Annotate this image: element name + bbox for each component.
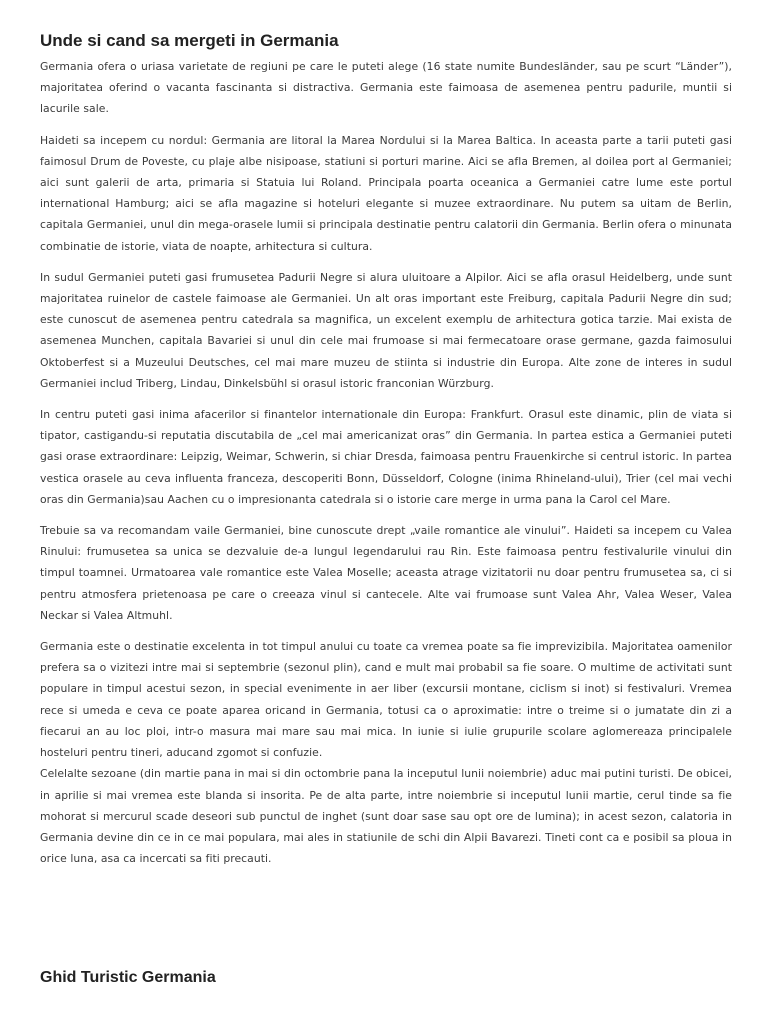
paragraph-intro: Germania ofera o uriasa varietate de regiuni pe care le puteti alege (16 state numite Bundesländer, sau pe scurt “Länder”), majoritatea oferind o vacanta fascinanta si distractiva. Germania este faimoasa de asemenea pentru padurile, muntii si lacurile sale. (40, 60, 732, 116)
paragraph-valleys: Trebuie sa va recomandam vaile Germaniei, bine cunoscute drept „vaile romantice ale vinului”. Haideti sa incepem cu Valea Rinului: frumusetea sa unica se dezvaluie de-a lungul legendarului rau Rin. Este faimoasa pentru festivalurile vinului din timpul toamnei. Urmatoarea vale romantice este Valea Moselle; aceasta atrage vizitatorii nu doar pentru frumusetea sa, ci si pentru atmosfera prietenoasa pe care o creeaza vinul si cantecele. Alte vai frumoase sunt Valea Ahr, Valea Weser, Valea Neckar si Valea Altmuhl. (40, 524, 732, 622)
document-body (40, 30, 732, 879)
paragraph-season: Germania este o destinatie excelenta in tot timpul anului cu toate ca vremea poate sa fie imprevizibila. Majoritatea oamenilor prefera sa o vizitezi intre mai si septembrie (sezonul plin), cand e mult mai probabil sa fie soare. O multime de activitati sunt populare in timpul acestui sezon, in special evenimente in aer liber (excursii montane, ciclism si inot) si festivaluri. Vremea rece si umeda e ceva ce poate aparea oricand in Germania, totusi ca o aproximatie: intre o treime si o jumatate din zi a fiecarui an au loc ploi, intr-o masura mai mare sau mai mica. In iunie si iulie grupurile scolare aglomereaza principalele hosteluri pentru tineri, aducand zgomot si confuzie. (40, 640, 732, 760)
paragraph-center: In centru puteti gasi inima afacerilor si finantelor internationale din Europa: Frankfurt. Orasul este dinamic, plin de viata si tipator, castigandu-si reputatia discutabila de „cel mai americanizat oras” din Germania. In partea estica a Germaniei puteti gasi orase extraordinare: Leipzig, Weimar, Schwerin, si chiar Dresda, faimoasa pentru Frauenkirche si centrul istoric. In partea vestica orasele au ceva influenta franceza, descoperiti Bonn, Düsseldorf, Cologne (inima Rhineland-ului), Trier (cel mai vechi oras din Germania)sau Aachen cu o impresionanta catedrala si o istorie care merge in urma pana la Carol cel Mare. (40, 408, 732, 506)
paragraph-south: In sudul Germaniei puteti gasi frumusetea Padurii Negre si alura uluitoare a Alpilor. Aici se afla orasul Heidelberg, unde sunt majoritatea ruinelor de castele faimoase ale Germaniei. Un alt oras important este Freiburg, capitala Padurii Negre din sud; este cunoscut de asemenea pentru catedrala sa magnifica, un excelent exemplu de arhitectura gotica tarzie. Mai exista de asemenea Munchen, capitala Bavariei si unul din cele mai frumoase si mai fermecatoare orase germane, gazda faimosului Oktoberfest si a Muzeului Deutsches, cel mai mare muzeu de stiinta si industrie din Europa. Alte zone de interes in sudul Germaniei includ Triberg, Lindau, Dinkelsbühl si orasul istoric franconian Würzburg. (40, 270, 732, 390)
paragraph-north: Haideti sa incepem cu nordul: Germania are litoral la Marea Nordului si la Marea Baltica. In aceasta parte a tarii puteti gasi faimosul Drum de Poveste, cu plaje albe nisipoase, statiuni si porturi marine. Aici se afla Bremen, al doilea port al Germaniei; aici sunt galerii de arta, primaria si Statuia lui Roland. Principala poarta oceanica a Germaniei catre lume este portul international Hamburg; aici se afla magazine si hoteluri elegante si muzee extraordinare. Nu putem sa uitam de Berlin, capitala Germaniei, unul din mega-orasele lumii si principala destinatie pentru calatorii din Germania. Berlin ofera o minunata combinatie de istorie, viata de noapte, arhitectura si cultura. (40, 133, 732, 253)
paragraph-other-seasons: Celelalte sezoane (din martie pana in mai si din octombrie pana la inceputul lunii noiembrie) aduc mai putini turisti. De obicei, in aprilie si mai vremea este blanda si insorita. Pe de alta parte, intre noiembrie si inceputul lunii martie, cerul tinde sa fie mohorat si mercurul scade deseori sub punctul de inghet (sunt doar sase sau opt ore de lumina); in acest sezon, calatoria in Germania devine din ce in ce mai populara, mai ales in statiunile de schi din Alpii Bavarezi. Tineti cont ca e posibil sa ploua in orice luna, asa ca incercati sa fiti precauti. (40, 767, 732, 866)
footer-title: Ghid Turistic Germania (40, 969, 216, 986)
page-title: Unde si cand sa mergeti in Germania (40, 31, 339, 50)
